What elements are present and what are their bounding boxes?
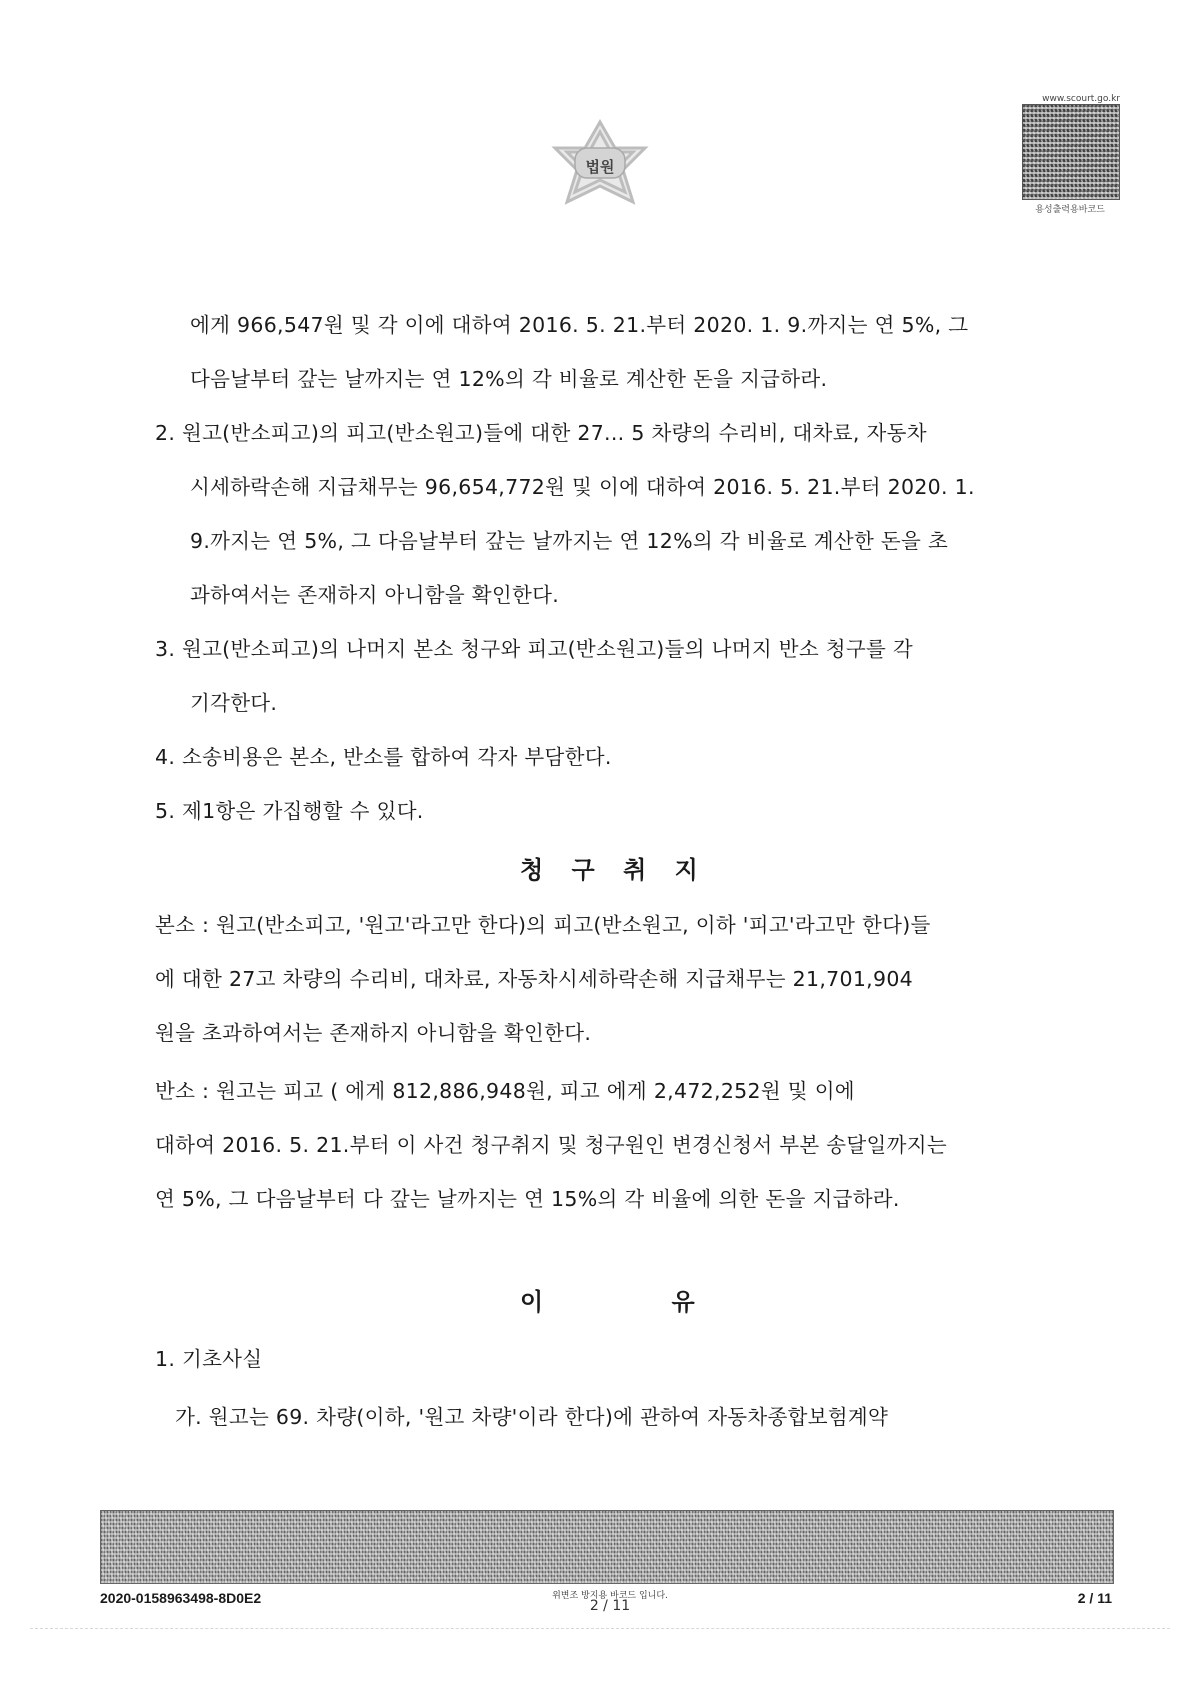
claim-line: 연 5%, 그 다음날부터 다 갚는 날까지는 연 15%의 각 비율에 의한 돈을 지급하라. — [155, 1187, 900, 1211]
claim-heading: 청 구 취 지 — [520, 856, 708, 884]
page-number-center: 2 / 11 — [589, 1598, 631, 1614]
reason-heading: 이 유 — [520, 1288, 755, 1316]
body-line: 다음날부터 갚는 날까지는 연 12%의 각 비율로 계산한 돈을 지급하라. — [190, 367, 828, 391]
document-id: 2020-0158963498-8D0E2 — [100, 1590, 262, 1606]
claim-line: 원을 초과하여서는 존재하지 아니함을 확인한다. — [155, 1021, 592, 1045]
qr-label: 용성출력용바코드 — [1035, 205, 1105, 215]
body-line: 기각한다. — [190, 691, 278, 715]
scan-edge-divider — [30, 1628, 1170, 1629]
reason-line: 가. 원고는 69. 차량(이하, '원고 차량'이라 한다)에 관하여 자동차종합보험계약 — [175, 1405, 889, 1429]
body-line: 9.까지는 연 5%, 그 다음날부터 갚는 날까지는 연 12%의 각 비율로 계산한 돈을 초 — [190, 529, 949, 553]
qr-url: www.scourt.go.kr — [1042, 94, 1120, 104]
page-number-right: 2 / 11 — [1077, 1590, 1112, 1606]
body-line: 5. 제1항은 가집행할 수 있다. — [155, 799, 424, 823]
court-emblem-icon — [545, 118, 655, 218]
body-line: 2. 원고(반소피고)의 피고(반소원고)들에 대한 27... 5 차량의 수리비, 대차료, 자동차 — [155, 421, 927, 445]
claim-line: 대하여 2016. 5. 21.부터 이 사건 청구취지 및 청구원인 변경신청서 부본 송달일까지는 — [155, 1133, 947, 1157]
claim-line: 본소 : 원고(반소피고, '원고'라고만 한다)의 피고(반소원고, 이하 '피고'라고만 한다)들 — [155, 913, 931, 937]
body-line: 시세하락손해 지급채무는 96,654,772원 및 이에 대하여 2016. 5. 21.부터 2020. 1. — [190, 475, 975, 499]
body-line: 4. 소송비용은 본소, 반소를 합하여 각자 부담한다. — [155, 745, 612, 769]
barcode-note: 위변조 방지용 바코드 입니다. — [552, 1591, 668, 1601]
claim-line: 반소 : 원고는 피고 ( 에게 812,886,948원, 피고 에게 2,472,252원 및 이에 — [155, 1079, 855, 1103]
emblem-text: 법원 — [585, 158, 615, 176]
anti-forgery-barcode-icon — [100, 1510, 1114, 1584]
body-line: 과하여서는 존재하지 아니함을 확인한다. — [190, 583, 560, 607]
claim-line: 에 대한 27고 차량의 수리비, 대차료, 자동차시세하락손해 지급채무는 21,701,904 — [155, 967, 914, 991]
section-title: 1. 기초사실 — [155, 1347, 263, 1371]
body-line: 에게 966,547원 및 각 이에 대하여 2016. 5. 21.부터 2020. 1. 9.까지는 연 5%, 그 — [190, 313, 969, 337]
qr-code-icon — [1022, 104, 1120, 200]
body-line: 3. 원고(반소피고)의 나머지 본소 청구와 피고(반소원고)들의 나머지 반소 청구를 각 — [155, 637, 913, 661]
